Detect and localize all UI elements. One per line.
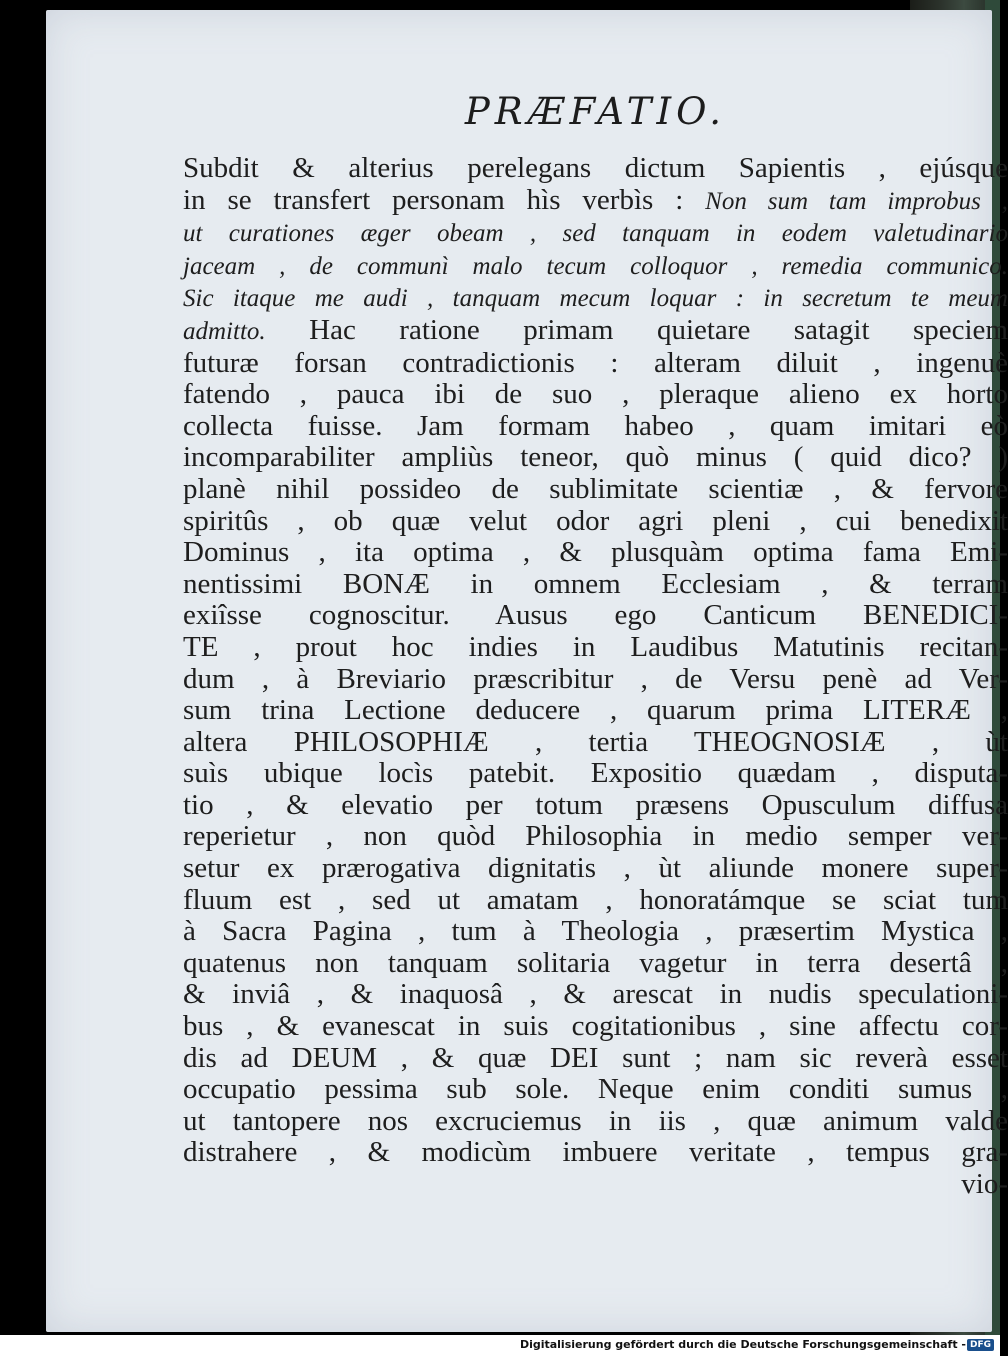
text-line-roman: tio , & elevatio per totum præsens Opusculum diffusa — [183, 788, 1008, 821]
text-line-roman: dis ad DEUM , & quæ DEI sunt ; nam sic reverà esset — [183, 1041, 1008, 1074]
text-line — [183, 979, 1008, 1011]
text-line — [183, 948, 1008, 980]
text-line-roman: ut tantopere nos excruciemus in iis , quæ animum valde — [183, 1104, 1008, 1137]
text-line — [183, 250, 1008, 283]
text-line — [183, 217, 1008, 250]
text-line-roman: Hac ratione primam quietare satagit speciem — [265, 313, 1008, 346]
text-line — [183, 315, 1008, 348]
text-line — [183, 1043, 1008, 1075]
text-line-roman: TE , prout hoc indies in Laudibus Matutinis recitan- — [183, 630, 1008, 663]
text-line — [183, 442, 1008, 474]
text-line — [183, 379, 1008, 411]
book-page — [46, 10, 1008, 1332]
text-line-italic: jaceam , de communì malo tecum colloquor , remedia communico. — [183, 252, 1008, 280]
text-line — [183, 537, 1008, 569]
text-line — [183, 727, 1008, 759]
text-line-roman: suìs ubique locìs patebit. Expositio quædam , disputa- — [183, 757, 1008, 790]
text-line-roman: collecta fuisse. Jam formam habeo , quam imitari eò — [183, 409, 1008, 442]
page-header: PRÆFATIO. — [464, 90, 726, 133]
text-line — [183, 411, 1008, 443]
text-line — [183, 1074, 1008, 1106]
text-line — [183, 1169, 1008, 1201]
text-line-roman: à Sacra Pagina , tum à Theologia , præsertim Mystica , — [183, 915, 1008, 948]
text-line-roman: & inviâ , & inaquosâ , & arescat in nudis speculationi- — [183, 978, 1008, 1011]
text-line-roman: incomparabiliter ampliùs teneor, quò minus ( quid dico? ) — [183, 441, 1008, 474]
text-line-roman: exiîsse cognoscitur. Ausus ego Canticum BENEDICI- — [183, 599, 1008, 632]
text-line — [183, 153, 1008, 185]
text-line-roman: sum trina Lectione deducere , quarum prima LITERÆ , — [183, 694, 1008, 727]
text-line — [183, 885, 1008, 917]
page-body-text — [183, 153, 1008, 1201]
text-line-roman: Subdit & alterius perelegans dictum Sapientis , ejúsque — [183, 152, 1008, 184]
text-line-roman: fatendo , pauca ibi de suo , pleraque alieno ex horto — [183, 378, 1008, 411]
text-line — [183, 282, 1008, 315]
text-line-roman: in se transfert personam hìs verbìs : — [183, 183, 706, 216]
text-line-roman: nentissimi BONÆ in omnem Ecclesiam , & terram — [183, 567, 1008, 600]
text-line-roman: spiritûs , ob quæ velut odor agri pleni , cui benedixit — [183, 504, 1008, 537]
text-line-roman: dum , à Breviario præscribitur , de Versu penè ad Ver- — [183, 662, 1008, 695]
text-line — [183, 632, 1008, 664]
text-line-roman: altera PHILOSOPHIÆ , tertia THEOGNOSIÆ , ùt — [183, 725, 1008, 758]
text-line — [183, 348, 1008, 380]
text-line — [183, 474, 1008, 506]
text-line — [183, 821, 1008, 853]
text-line — [183, 758, 1008, 790]
text-line-roman: reperietur , non quòd Philosophia in medio semper ver- — [183, 820, 1008, 853]
text-line — [183, 506, 1008, 538]
text-line-italic: admitto. — [183, 317, 266, 345]
text-line-roman: distrahere , & modicùm imbuere veritate , tempus gra- — [183, 1136, 1008, 1169]
text-line — [183, 569, 1008, 601]
text-line — [183, 1137, 1008, 1169]
text-line-italic: ut curationes æger obeam , sed tanquam in eodem valetudinario — [183, 220, 1008, 248]
text-line-roman: quatenus non tanquam solitaria vagetur in terra desertâ , — [183, 946, 1008, 979]
text-line-roman: planè nihil possideo de sublimitate scientiæ , & fervore — [183, 472, 1008, 505]
text-line — [183, 1011, 1008, 1043]
text-line-roman: occupatio pessima sub sole. Neque enim conditi sumus , — [183, 1073, 1008, 1106]
text-line — [183, 185, 1008, 218]
text-line — [183, 664, 1008, 696]
dfg-logo: DFG — [967, 1339, 994, 1351]
text-line-roman: fluum est , sed ut amatam , honoratámque se sciat tum — [183, 883, 1008, 916]
text-line — [183, 853, 1008, 885]
text-line — [183, 600, 1008, 632]
text-line — [183, 695, 1008, 727]
footer-credit: Digitalisierung gefördert durch die Deutsche Forschungsgemeinschaft - — [519, 1338, 966, 1351]
text-line-roman: futuræ forsan contradictionis : alteram diluit , ingenuè — [183, 346, 1008, 379]
text-line-roman: bus , & evanescat in suis cogitationibus , sine affectu cor- — [183, 1010, 1008, 1043]
text-line-italic: Sic itaque me audi , tanquam mecum loquar : in secretum te meum — [183, 285, 1008, 313]
text-line-roman: setur ex prærogativa dignitatis , ùt aliunde monere super- — [183, 852, 1008, 885]
text-line — [183, 1106, 1008, 1138]
text-line — [183, 916, 1008, 948]
text-line — [183, 790, 1008, 822]
text-line-italic: Non sum tam improbus , — [705, 187, 1008, 215]
text-line-roman: vio- — [961, 1168, 1008, 1200]
text-line-roman: Dominus , ita optima , & plusquàm optima fama Emi- — [183, 536, 1008, 569]
